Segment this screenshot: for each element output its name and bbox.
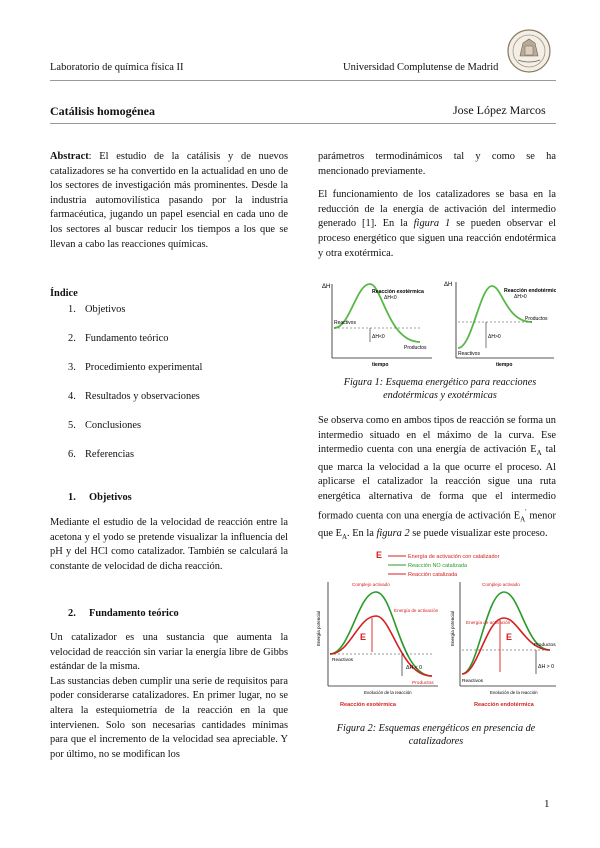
fig2-left-xlabel: Evolución de la reacción: [364, 690, 412, 695]
fig1-right-delta: ΔH>0: [514, 294, 527, 300]
fig1-right-products: Productos: [525, 316, 548, 322]
section2-title: Fundamento teórico: [89, 608, 179, 619]
fig1-right-panel: [444, 282, 556, 368]
toc-label: Referencias: [85, 449, 135, 460]
title-rule: [50, 123, 556, 124]
fig2-left-reactants: Reactivos: [332, 658, 354, 663]
index-heading: Índice: [50, 288, 78, 299]
toc-item: [68, 391, 200, 402]
abstract: [50, 150, 288, 261]
fig1-right-title: Reacción endotérmica: [504, 288, 556, 294]
fig1-left-dh: ΔH<0: [372, 334, 385, 340]
toc-item: [68, 449, 134, 460]
fig1-right-xlabel: tiempo: [496, 362, 513, 368]
section1-heading: [68, 492, 132, 503]
fig1-right-reactants: Reactivos: [458, 351, 480, 357]
toc-num: 1.: [68, 304, 76, 315]
right-p1: parámetros termodinámicos tal y como se ha mencionado previamente.: [318, 151, 556, 177]
section1-num: 1.: [68, 492, 76, 503]
toc-num: 6.: [68, 449, 76, 460]
toc-num: 4.: [68, 391, 76, 402]
section2-heading: [68, 608, 179, 619]
abstract-text: : El estudio de la catálisis y de nuevos catalizadores se ha convertido en la actualidad en uno de los sectores de investigación más prominentes. Desde la industria automovilística pasando por la industria farmacéutica, jugando un papel esencial en cada uno de los sectores al buscar reducir los tiempos a los que se llevan a cabo las reacciones químicas.: [50, 151, 288, 250]
abstract-label: Abstract: [50, 151, 89, 162]
fig1-ref: figura 1: [413, 218, 451, 230]
right-p2: [318, 188, 556, 261]
figure2: [314, 546, 558, 712]
right-p3-a: Se observa como en ambos tipos de reacción se forma un intermedio situado en el máximo de la curva. Ese intermedio cuenta con una energía de activación E: [318, 415, 556, 456]
fig1-right-dh: ΔH>0: [488, 334, 501, 340]
fig2-right-dh: ΔH > 0: [538, 664, 555, 670]
right-p3-c: menor que E: [318, 510, 556, 539]
toc-item: [68, 304, 125, 315]
toc-num: 5.: [68, 420, 76, 431]
fig2-ref: figura 2: [376, 527, 410, 539]
section1-body: [50, 516, 288, 583]
fig2-left-panel: [316, 582, 439, 708]
fig2-legend: [376, 550, 500, 578]
toc-label: Objetivos: [85, 304, 126, 315]
fig2-legend-ea: E: [376, 550, 383, 560]
fig2-legend-l2: Reacción NO catalizada: [408, 563, 468, 569]
page-number: 1: [544, 798, 550, 810]
fig2-right-panel: [450, 582, 556, 708]
right-p3-sub1: A: [536, 449, 542, 458]
figure1: [320, 276, 556, 372]
fig2-left-ea: E: [360, 632, 367, 642]
section2-body: [50, 631, 288, 771]
section2-p2: Las sustancias deben cumplir una serie de requisitos para poder considerarse catalizadores. En primer lugar, no se altera la estequiometría de la reacción en la que intervienen. Solo son necesarias cantidades mínimas para que el incremento de la velocidad sea apreciable. Y por último, no se modifican los: [50, 675, 288, 760]
right-col-text-a: [318, 150, 556, 270]
fig1-left-reactants: Reactivos: [334, 320, 356, 326]
toc-label: Procedimiento experimental: [85, 362, 203, 373]
figure1-caption: Figura 1: Esquema energético para reacciones endotérmicas y exotérmicas: [343, 377, 537, 401]
fig2-left-ylabel: Energía potencial: [316, 610, 321, 646]
fig1-left-title: Reacción exotérmica: [372, 289, 424, 295]
toc-item: [68, 420, 141, 431]
right-p2-b: se pueden observar el proceso energético que siguen una reacción endotérmica y otra exotérmica.: [318, 218, 556, 259]
right-p3-sub3: A: [341, 532, 348, 541]
author: Jose López Marcos: [453, 103, 546, 117]
header-rule: [50, 80, 556, 81]
fig2-left-complex: Complejo activado: [352, 582, 390, 587]
right-p3-e: se puede visualizar este proceso.: [409, 527, 548, 539]
toc-item: [68, 362, 202, 373]
header-left: Laboratorio de química física II: [50, 62, 184, 73]
fig2-right-ea: E: [506, 632, 513, 642]
fig2-right-xlabel: Evolución de la reacción: [490, 690, 538, 695]
section1-text: Mediante el estudio de la velocidad de reacción entre la acetona y el yodo se pretende visualizar la influencia del pH y del HCl como catalizador. También se calculará la constante de velocidad de dicha reacción.: [50, 517, 288, 572]
paper-title: Catálisis homogénea: [50, 104, 155, 118]
fig1-left-panel: [322, 284, 432, 368]
fig2-left-products: Productos: [412, 681, 434, 686]
university-seal: [506, 26, 552, 76]
fig2-left-uncatalyzed: [330, 592, 432, 676]
fig1-left-xlabel: tiempo: [372, 362, 389, 368]
fig2-left-barrier: Energía de activación: [394, 608, 439, 613]
fig2-right-barrier: Energía de activación: [466, 620, 511, 625]
right-p3-sup2: ': [525, 507, 527, 516]
right-p2-a: El funcionamiento de los catalizadores se basa en la reducción de la energía de activación del intermedio generado [1]. En la: [318, 189, 556, 230]
right-p3-d: . En la: [347, 527, 377, 539]
right-col-text-b: [318, 414, 556, 553]
toc-num: 3.: [68, 362, 76, 373]
fig1-left-delta: ΔH<0: [384, 295, 397, 301]
fig2-right-complex: Complejo activado: [482, 582, 520, 587]
right-p3-sub2: A: [520, 515, 526, 524]
fig1-left-ylabel: ΔH: [322, 284, 331, 290]
fig2-right-ylabel: Energía potencial: [450, 610, 455, 646]
fig2-left-title: Reacción exotérmica: [340, 702, 396, 708]
fig2-left-dh: ΔH < 0: [406, 665, 423, 671]
fig1-left-products: Productos: [404, 345, 427, 351]
right-p3: [318, 414, 556, 544]
toc-label: Fundamento teórico: [85, 333, 169, 344]
right-p3-b: tal que marca la velocidad a la que ocurre el proceso. Al aplicarse el catalizador la reacción sigue una ruta energética alternativa de forma que el intermedio formado cuenta con una energía de activación E: [318, 444, 556, 522]
fig1-right-ylabel: ΔH: [444, 282, 453, 288]
fig2-right-reactants: Reactivos: [462, 679, 484, 684]
header-right: Universidad Complutense de Madrid: [343, 62, 499, 73]
toc-item: [68, 333, 168, 344]
section1-title: Objetivos: [89, 492, 132, 503]
fig2-right-title: Reacción endotérmica: [474, 702, 534, 708]
fig2-legend-l3: Reacción catalizada: [408, 572, 458, 578]
fig2-right-products: Productos: [534, 643, 556, 648]
toc-num: 2.: [68, 333, 76, 344]
section2-p1: Un catalizador es una sustancia que aumenta la velocidad de reacción sin variar la energía libre de Gibbs estándar de la misma.: [50, 632, 288, 673]
toc-label: Conclusiones: [85, 420, 141, 431]
fig2-legend-l1: Energía de activación con catalizador: [408, 554, 500, 560]
section2-num: 2.: [68, 608, 76, 619]
toc-label: Resultados y observaciones: [85, 391, 200, 402]
figure2-caption: Figura 2: Esquemas energéticos en presencia de catalizadores: [336, 723, 536, 747]
